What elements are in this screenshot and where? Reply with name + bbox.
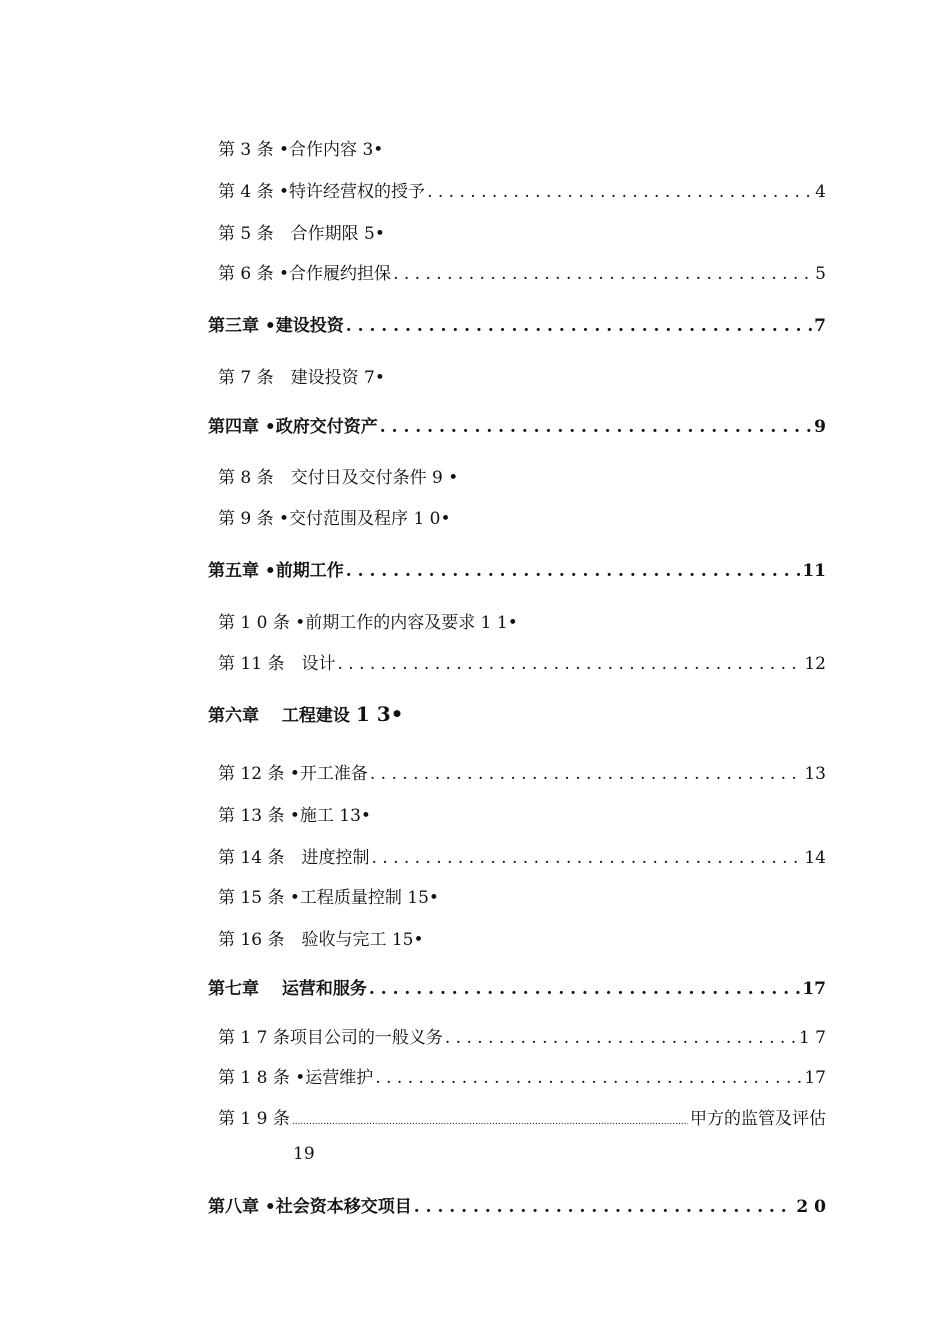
dot-leader <box>414 1197 795 1217</box>
toc-entry-label: 第 12 条 •开工准备 <box>218 764 368 784</box>
toc-chapter-label: 第五章 •前期工作 <box>208 561 344 581</box>
toc-entry-article-6[interactable] <box>218 259 826 284</box>
dot-leader <box>371 848 802 868</box>
dot-leader <box>346 316 812 336</box>
toc-chapter-label: 第四章 •政府交付资产 <box>208 417 378 437</box>
toc-chapter-label: 第三章 •建设投资 <box>208 316 344 336</box>
toc-page-number: 5 <box>815 264 826 284</box>
toc-entry-article-11[interactable] <box>218 649 826 674</box>
toc-page-number: 1 3• <box>355 702 404 726</box>
dot-leader <box>380 417 812 437</box>
toc-entry-label: 第 1 7 条项目公司的一般义务 <box>218 1028 443 1048</box>
toc-chapter-label: 第七章 运营和服务 <box>208 979 367 999</box>
toc-entry-article-10[interactable]: 第 1 0 条 •前期工作的内容及要求 1 1• <box>218 613 518 633</box>
toc-entry-label: 第 4 条 •特许经营权的授予 <box>218 182 426 202</box>
toc-page-number: 17 <box>804 1068 826 1088</box>
dot-leader <box>375 1068 802 1088</box>
toc-entry-article-4[interactable] <box>218 177 826 202</box>
toc-chapter-7[interactable] <box>208 974 826 999</box>
toc-entry-label: 第 11 条 设计 <box>218 654 336 674</box>
toc-page-number: 9 <box>814 417 826 437</box>
dot-leader <box>370 764 802 784</box>
toc-page-number: 1 7 <box>798 1028 826 1048</box>
toc-entry-label: 第 6 条 •合作履约担保 <box>218 264 392 284</box>
toc-entry-article-8[interactable]: 第 8 条 交付日及交付条件 9 • <box>218 468 459 488</box>
toc-entry-article-3[interactable]: 第 3 条 •合作内容 3• <box>218 140 384 160</box>
toc-entry-title: 甲方的监管及评估 <box>690 1109 826 1129</box>
toc-page-number: 7 <box>814 316 826 336</box>
toc-chapter-4[interactable] <box>208 412 826 437</box>
toc-entry-article-18[interactable] <box>218 1063 826 1088</box>
toc-entry-label: 第 1 8 条 •运营维护 <box>218 1068 374 1088</box>
toc-chapter-5[interactable] <box>208 556 826 581</box>
toc-page-number: 19 <box>293 1144 315 1164</box>
dot-leader <box>393 264 813 284</box>
toc-chapter-8[interactable] <box>208 1192 826 1217</box>
toc-page-number: 17 <box>802 979 826 999</box>
dot-leader <box>445 1028 797 1048</box>
toc-page-number: 13 <box>804 764 826 784</box>
dot-leader <box>292 1117 688 1127</box>
toc-entry-article-7[interactable]: 第 7 条 建设投资 7• <box>218 368 385 388</box>
toc-entry-article-17[interactable] <box>218 1023 826 1048</box>
dot-leader <box>369 979 800 999</box>
toc-entry-article-12[interactable] <box>218 759 826 784</box>
dot-leader <box>346 561 801 581</box>
toc-page-number: 12 <box>804 654 826 674</box>
toc-page-number: 4 <box>815 182 826 202</box>
toc-entry-article-16[interactable]: 第 16 条 验收与完工 15• <box>218 930 424 950</box>
toc-entry-article-19[interactable] <box>218 1104 826 1129</box>
dot-leader <box>427 182 813 202</box>
toc-page-number: 14 <box>804 848 826 868</box>
toc-page-number: 2 0 <box>796 1197 826 1217</box>
toc-page-number: 11 <box>802 561 826 581</box>
toc-chapter-3[interactable] <box>208 311 826 336</box>
toc-chapter-label: 第八章 •社会资本移交项目 <box>208 1197 412 1217</box>
toc-entry-article-13[interactable]: 第 13 条 •施工 13• <box>218 806 371 826</box>
toc-entry-article-15[interactable]: 第 15 条 •工程质量控制 15• <box>218 888 439 908</box>
toc-entry-article-14[interactable] <box>218 843 826 868</box>
toc-entry-label: 第 14 条 进度控制 <box>218 848 370 868</box>
toc-entry-label: 第 1 9 条 <box>218 1109 290 1129</box>
toc-chapter-6[interactable] <box>208 701 403 726</box>
toc-entry-article-5[interactable]: 第 5 条 合作期限 5• <box>218 224 385 244</box>
toc-chapter-label: 第六章 工程建设 <box>208 706 350 726</box>
toc-entry-article-9[interactable]: 第 9 条 •交付范围及程序 1 0• <box>218 509 451 529</box>
dot-leader <box>337 654 802 674</box>
